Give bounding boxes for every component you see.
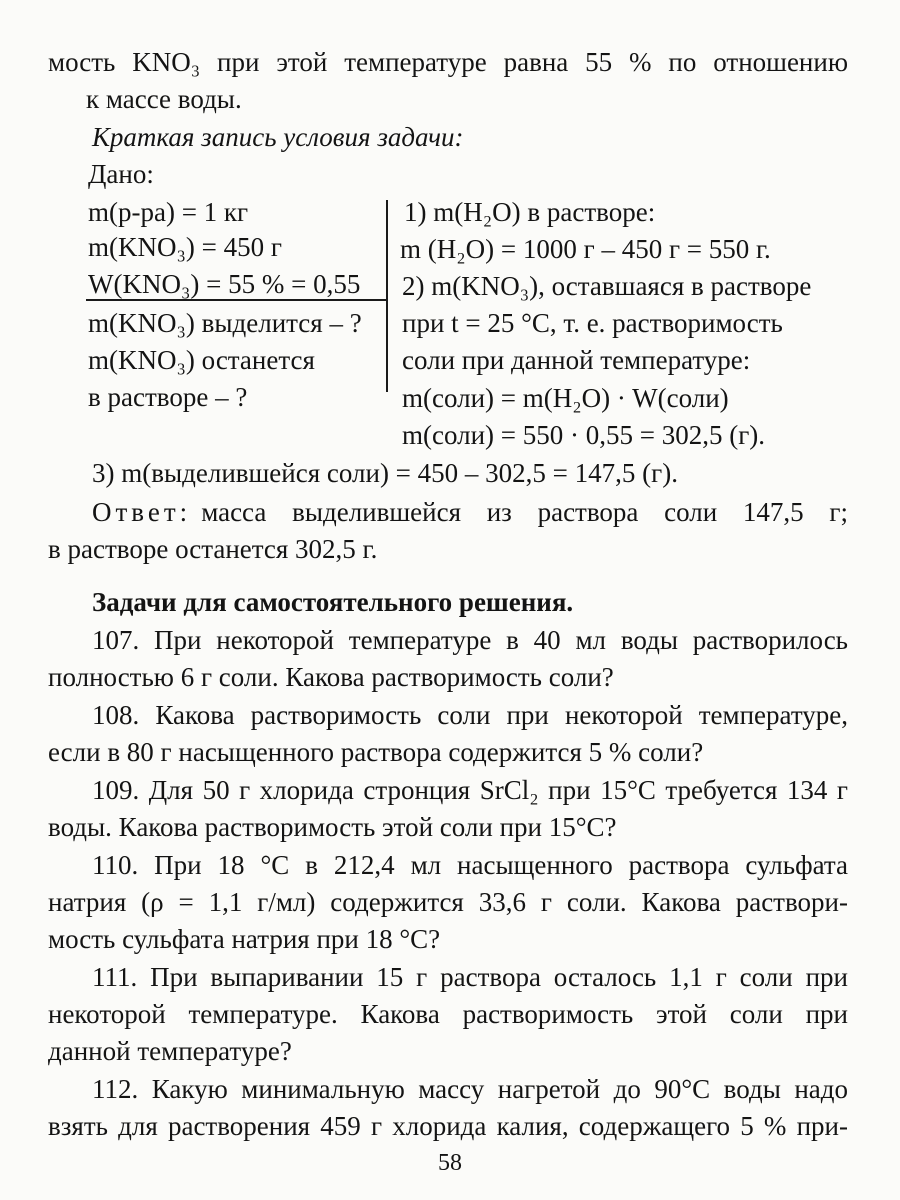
answer-line-1 bbox=[92, 494, 848, 531]
problem-110-line: натрия (ρ = 1,1 г/мл) содержится 33,6 г соли. Какова раствори- bbox=[48, 887, 848, 917]
solution-line: m(соли) = m(H₂O) · W(соли) bbox=[402, 383, 729, 413]
problem-111-line: данной температуре? bbox=[48, 1036, 292, 1066]
given-line: m(KNO₃) = 450 г bbox=[88, 232, 282, 262]
problem-108-line: если в 80 г насыщенного раствора содержится 5 % соли? bbox=[48, 737, 704, 767]
answer-text: масса выделившейся из раствора соли 147,5 г; bbox=[201, 497, 848, 527]
problem-109-line: воды. Какова растворимость этой соли при 15°C? bbox=[48, 812, 617, 842]
problem-110-line: мость сульфата натрия при 18 °C? bbox=[48, 924, 441, 954]
problem-107-line: 107. При некоторой температуре в 40 мл воды растворилось bbox=[92, 625, 848, 655]
given-label: Дано: bbox=[88, 159, 154, 189]
find-line: в растворе – ? bbox=[88, 382, 248, 412]
problem-107-line: полностью 6 г соли. Какова растворимость соли? bbox=[48, 662, 614, 692]
answer-line-2: в растворе останется 302,5 г. bbox=[48, 534, 378, 564]
solution-line: m(соли) = 550 · 0,55 = 302,5 (г). bbox=[402, 420, 766, 450]
problem-112-line: взять для растворения 459 г хлорида калия, содержащего 5 % при- bbox=[48, 1111, 848, 1141]
solution-line: 2) m(KNO₃), оставшаяся в растворе bbox=[402, 271, 812, 301]
column-divider bbox=[386, 200, 388, 392]
short-record-label: Краткая запись условия задачи: bbox=[92, 122, 464, 152]
problem-109-line: 109. Для 50 г хлорида стронция SrCl₂ при 15°C требуется 134 г bbox=[92, 775, 848, 805]
problem-111-line: некоторой температуре. Какова растворимость этой соли при bbox=[48, 999, 848, 1029]
section-title: Задачи для самостоятельного решения. bbox=[92, 587, 574, 617]
step-3: 3) m(выделившейся соли) = 450 – 302,5 = 147,5 (г). bbox=[92, 458, 678, 488]
given-line: m(р-ра) = 1 кг bbox=[88, 197, 249, 227]
page-number: 58 bbox=[438, 1150, 462, 1176]
problem-111-line: 111. При выпаривании 15 г раствора осталось 1,1 г соли при bbox=[92, 962, 848, 992]
intro-line-2: к массе воды. bbox=[86, 84, 242, 114]
intro-line-1: мость KNO₃ при этой температуре равна 55 % по отношению bbox=[48, 47, 848, 77]
solution-line: соли при данной температуре: bbox=[402, 345, 751, 375]
find-line: m(KNO₃) выделится – ? bbox=[88, 308, 362, 338]
problem-110-line: 110. При 18 °C в 212,4 мл насыщенного раствора сульфата bbox=[92, 850, 848, 880]
problem-108-line: 108. Какова растворимость соли при некоторой температуре, bbox=[92, 700, 848, 730]
solution-line: m (H₂O) = 1000 г – 450 г = 550 г. bbox=[400, 234, 771, 264]
solution-line: при t = 25 °C, т. е. растворимость bbox=[402, 308, 783, 338]
find-line: m(KNO₃) останется bbox=[88, 345, 315, 375]
problem-112-line: 112. Какую минимальную массу нагретой до 90°C воды надо bbox=[92, 1074, 848, 1104]
solution-line: 1) m(H₂O) в растворе: bbox=[404, 197, 656, 227]
given-divider bbox=[86, 299, 388, 301]
given-line: W(KNO₃) = 55 % = 0,55 bbox=[88, 269, 361, 299]
answer-label: Ответ: bbox=[92, 497, 192, 527]
